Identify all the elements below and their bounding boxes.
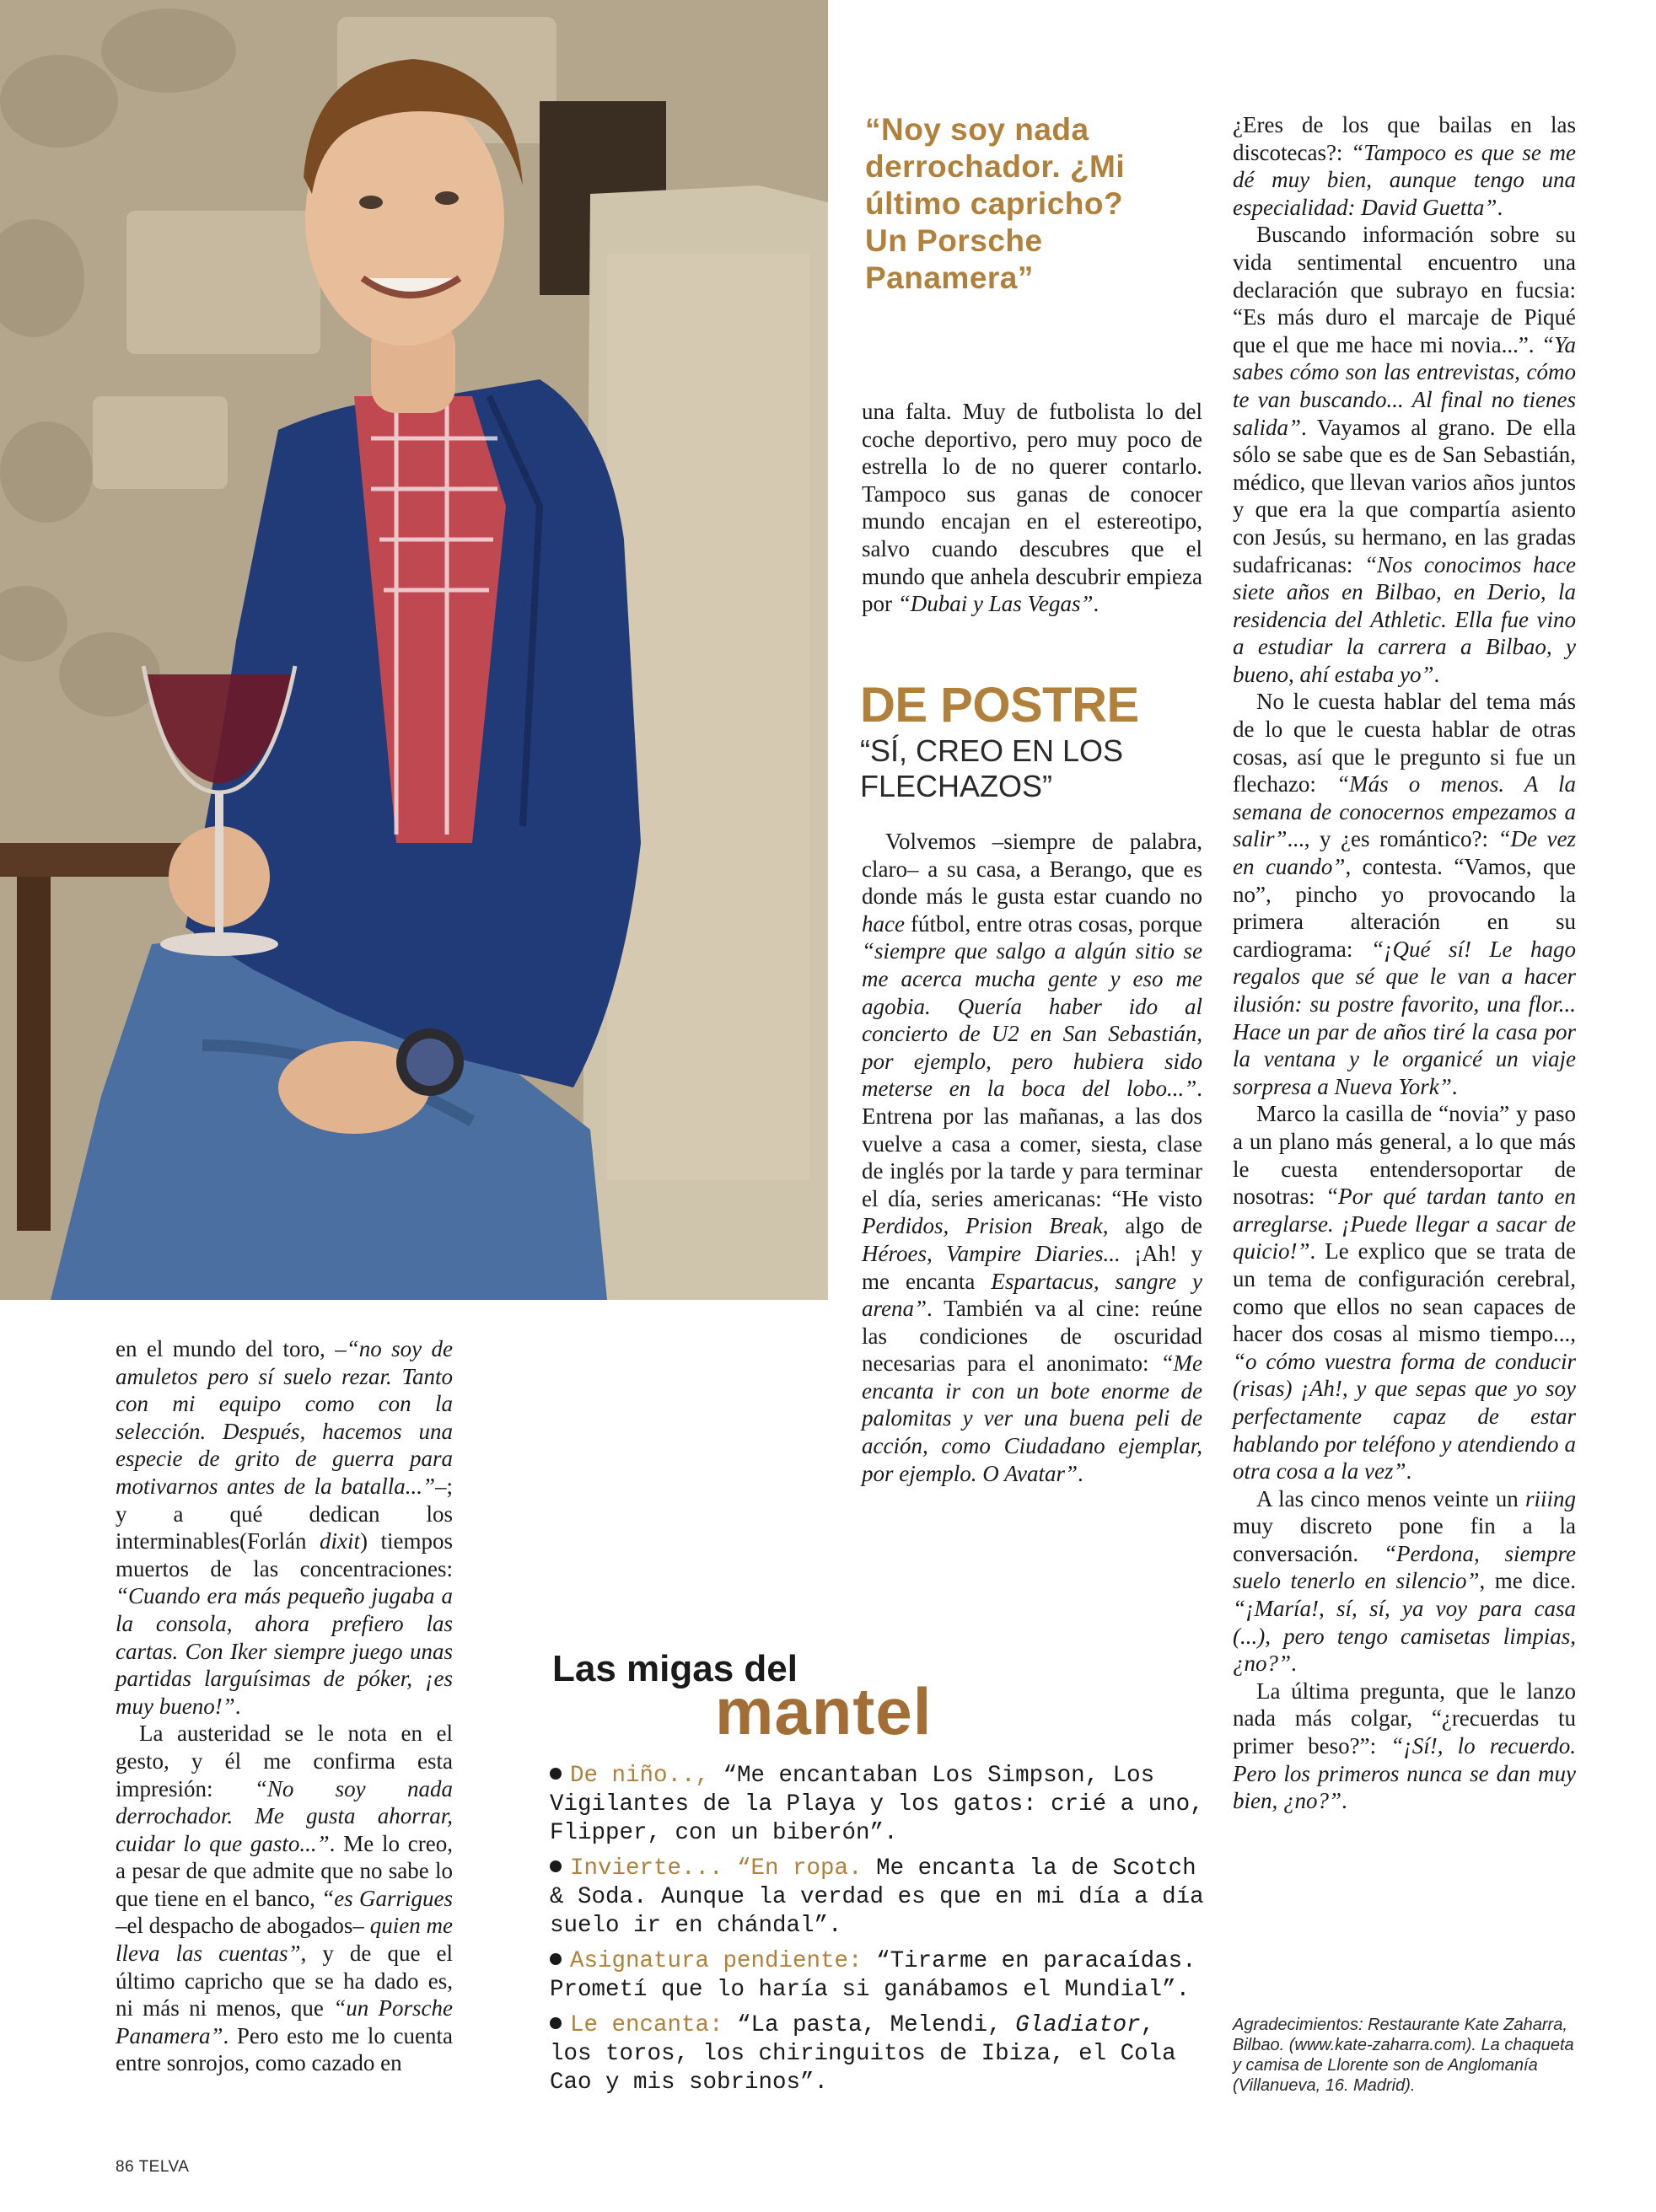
paragraph: Volvemos –siempre de palabra, claro– a su casa, a Berango, que es donde más le gusta estar cuando no hace fútbol, entre otras cosas, porque “siempre que salgo a algún sitio se me acerca mucha gente y eso me agobia. Quería haber ido al concierto de U2 en San Sebastián, por ejemplo, pero hubiera sido meterse en la boca del lobo...”. Entrena por las mañanas, a las dos vuelve a casa a comer, siesta, clase de inglés por la tarde y para terminar el día, series americanas: “He visto Perdidos, Prision Break, algo de Héroes, Vampire Diaries... ¡Ah! y me encanta Espartacus, sangre y arena”. También va al cine: reúne las condiciones de oscuridad necesarias para el anonimato: “Me encanta ir con un bote enorme de palomitas y ver una buena peli de acción, como Ciudadano ejemplar, por ejemplo. O Avatar”. [862,829,1203,1486]
cover-photo [0,0,828,1300]
photo-illustration [0,0,828,1300]
bullet-icon [550,1860,562,1872]
paragraph: en el mundo del toro, –“no soy de amuletos pero sí suelo rezar. Tanto con mi equipo como con la selección. Después, hacemos una especie de grito de guerra para motivarnos antes de la batalla...”–; y a qué dedican los interminables(Forlán dixit) tiempos muertos de las concentraciones: “Cuando era más pequeño jugaba a la consola, ahora prefiero las cartas. Con Iker siempre juego unas partidas larguísimas de póker, ¡es muy bueno!”. [116,1336,453,1719]
bullet-icon [550,1768,562,1780]
column-left [116,1335,453,2077]
column-middle-top [862,398,1202,618]
paragraph: La austeridad se le nota en el gesto, y él me confirma esta impresión: “No soy nada derrochador. Me gusta ahorrar, cuidar lo que gasto...”. Me lo creo, a pesar de que admite que no sabe lo que tiene en el banco, “es Garrigues –el despacho de abogados– quien me lleva las cuentas”, y de que el último capricho que se ha dado es, ni más ni menos, que “un Porsche Panamera”. Pero esto me lo cuenta entre sonrojos, como cazado en [116,1721,454,2076]
pull-quote: “Noy soy nada derrochador. ¿Mi último capricho? Un Porsche Panamera” [865,112,1126,295]
section-title: DE POSTRE [860,678,1139,733]
column-middle-bottom [862,828,1202,1487]
paragraph: La última pregunta, que le lanzo nada más colgar, “¿recuerdas tu primer beso?”: “¡Sí!, lo recuerdo. Pero los primeros nunca se dan muy bien, ¿no?”. [1233,1678,1576,1814]
list-item: Asignatura pendiente: “Tirarme en paracaídas. Prometí que lo haría si ganábamos el Mundial”. [550,1948,1196,2003]
bullet-icon [550,1953,562,1965]
section-subtitle: “SÍ, CREO EN LOS FLECHAZOS” [860,733,1124,803]
paragraph: Marco la casilla de “novia” y paso a un plano más general, a lo que más le cuesta entendersoportar de nosotras: “Por qué tardan tanto en arreglarse. ¡Puede llegar a sacar de quicio!”. Le explico que se trata de un tema de configuración cerebral, como que ellos no sean capaces de hacer dos cosas al mismo tiempo..., “o cómo vuestra forma de conducir (risas) ¡Ah!, y que sepas que yo soy perfectamente capaz de estar hablando por teléfono y atendiendo a otra cosa a la vez”. [1233,1101,1576,1485]
bullet-icon [550,2017,562,2029]
box-title-big: mantel [715,1674,933,1748]
box-title-small: Las migas del [552,1648,798,1689]
column-right [1233,111,1576,1815]
paragraph: No le cuesta hablar del tema más de lo que le cuesta hablar de otras cosas, así que le pregunto si fue un flechazo: “Más o menos. A la semana de conocernos empezamos a salir”..., y ¿es romántico?: “De vez en cuando”, contesta. “Vamos, que no”, pincho yo provocando la primera alteración en su cardiograma: “¡Qué sí! Le hago regalos que sé que le van a hacer ilusión: su postre favorito, una flor... Hace un par de años tiré la casa por la ventana y le organicé un viaje sorpresa a Nueva York”. [1233,689,1577,1099]
paragraph: ¿Eres de los que bailas en las discotecas?: “Tampoco es que se me dé muy bien, aunque tengo una especialidad: David Guetta”. [1233,112,1576,220]
list-item: Invierte... “En ropa. Me encanta la de Scotch & Soda. Aunque la verdad es que en mi día a día suelo ir en chándal”. [550,1855,1204,1939]
list-item: De niño.., “Me encantaban Los Simpson, Los Vigilantes de la Playa y los gatos: crié a uno, Flipper, con un biberón”. [550,1763,1204,1846]
list-item: Le encanta: “La pasta, Melendi, Gladiator, los toros, los chiringuitos de Ibiza, el Cola Cao y mis sobrinos”. [550,2012,1176,2096]
migas-list [550,1762,1207,2104]
paragraph: Buscando información sobre su vida sentimental encuentro una declaración que subrayo en fucsia: “Es más duro el marcaje de Piqué que el que me hace mi novia...”. “Ya sabes cómo son las entrevistas, cómo te van buscando... Al final no tienes salida”. Vayamos al grano. De ella sólo se sabe que es de San Sebastián, médico, que llevan varios años juntos y que era la que compartía asiento con Jesús, su hermano, en las gradas sudafricanas: “Nos conocimos hace siete años en Bilbao, en Derio, la residencia del Athletic. Ella fue vino a estudiar la carrera a Bilbao, y bueno, ahí estaba yo”. [1233,222,1577,687]
page-folio: 86 TELVA [116,2158,190,2176]
credits: Agradecimientos: Restaurante Kate Zaharra, Bilbao. (www.kate-zaharra.com). La chaqueta y camisa de Llorente son de Anglomanía (Villanueva, 16. Madrid). [1233,2016,1574,2095]
paragraph: A las cinco menos veinte un riiing muy discreto pone fin a la conversación. “Perdona, siempre suelo tenerlo en silencio”, me dice. “¡María!, sí, sí, ya voy para casa (...), pero tengo camisetas limpias, ¿no?”. [1233,1485,1577,1677]
paragraph: una falta. Muy de futbolista lo del coche deportivo, pero muy poco de estrella lo de no querer contarlo. Tampoco sus ganas de conocer mundo encajan en el estereotipo, salvo cuando descubres que el mundo que anhela descubrir empieza por “Dubai y Las Vegas”. [862,399,1202,617]
